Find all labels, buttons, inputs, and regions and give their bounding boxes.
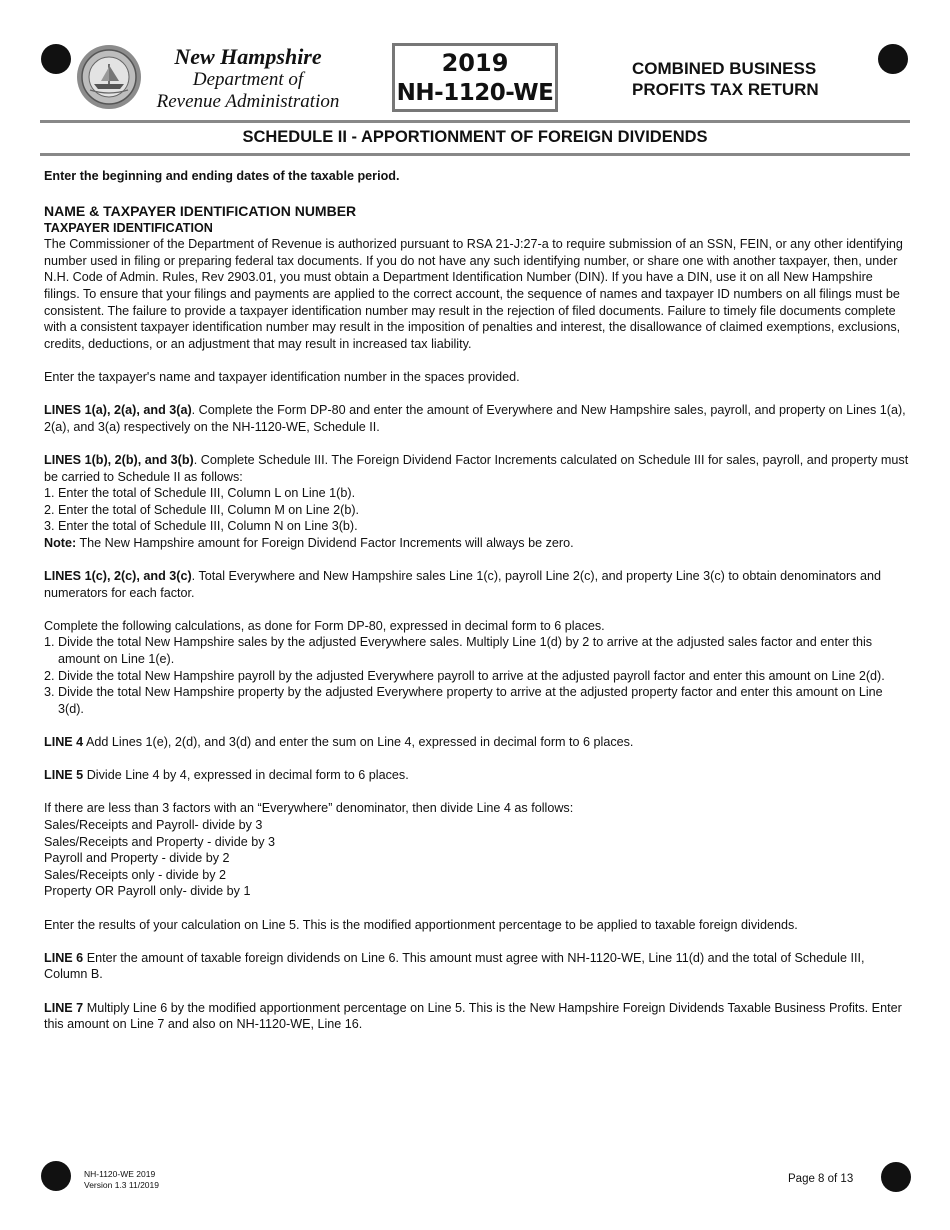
calc-item: 3. Divide the total New Hampshire property by the adjusted Everywhere property to arrive at the adjusted property factor and enter this amount on Line 3(d). — [44, 685, 883, 716]
factor-item: Payroll and Property - divide by 2 — [44, 851, 230, 866]
line7-label: LINE 7 — [44, 1000, 84, 1015]
schedule-title: SCHEDULE II - APPORTIONMENT OF FOREIGN DIVIDENDS — [242, 128, 708, 146]
lines-b-item: 3. Enter the total of Schedule III, Column N on Line 3(b). — [44, 519, 358, 534]
registration-mark-top-left — [41, 44, 71, 74]
intro-text: Enter the beginning and ending dates of the taxable period. — [44, 169, 400, 183]
return-title-line-1: COMBINED BUSINESS — [632, 59, 817, 78]
footer-form-id: NH-1120-WE 2019 — [84, 1169, 156, 1179]
line7-text: Multiply Line 6 by the modified apportionment percentage on Line 5. This is the New Hampshire Foreign Dividends Taxable Business Profits. Enter this amount on Line 7 and also on NH-1120-WE, Line 16. — [44, 1000, 902, 1032]
lines-a-label: LINES 1(a), 2(a), and 3(a) — [44, 403, 192, 418]
lines-a-text: . Complete the Form DP-80 and enter the amount of Everywhere and New Hampshire sales, payroll, and property on Lines 1(a), 2(a), and 3(a) respectively on the NH-1120-WE, Schedule II. — [44, 403, 906, 434]
form-id-box — [392, 43, 558, 112]
agency-name — [138, 44, 358, 113]
form-year: 2019 — [441, 49, 509, 77]
lines-b-item: 1. Enter the total of Schedule III, Column L on Line 1(b). — [44, 486, 356, 501]
page-number: Page 8 of 13 — [788, 1173, 854, 1185]
registration-mark-bottom-right — [881, 1162, 911, 1192]
lines-b-label: LINES 1(b), 2(b), and 3(b) — [44, 452, 194, 467]
agency-line-2: Department of — [192, 69, 304, 90]
line5-label: LINE 5 — [44, 768, 84, 783]
registration-mark-top-right — [878, 44, 908, 74]
agency-line-3: Revenue Administration — [156, 91, 340, 112]
line4-paragraph — [44, 734, 910, 751]
factor-item: Sales/Receipts and Property - divide by 3 — [44, 834, 276, 849]
line6-paragraph — [44, 950, 910, 983]
state-seal-icon — [76, 44, 142, 110]
factor-item: Sales/Receipts only - divide by 2 — [44, 867, 227, 882]
footer-form-info — [84, 1169, 159, 1191]
enter-name-text: Enter the taxpayer's name and taxpayer identification number in the spaces provided. — [44, 369, 520, 384]
results-text: Enter the results of your calculation on Line 5. This is the modified apportionment percentage to be applied to taxable foreign dividends. — [44, 917, 798, 932]
line5-text: Divide Line 4 by 4, expressed in decimal form to 6 places. — [83, 768, 409, 783]
return-title-line-2: PROFITS TAX RETURN — [632, 80, 819, 99]
footer-version: Version 1.3 11/2019 — [84, 1180, 159, 1190]
tin-paragraph: The Commissioner of the Department of Revenue is authorized pursuant to RSA 21-J:27-a to require submission of an SSN, FEIN, or any other identifying number used in filing or preparing federal tax documents. If you do not have any such identifying number, or share one with another taxpayer, then, under N.H. Code of Admin. Rules, Rev 2903.01, you must obtain a Department Identification Number (DIN). If you have a DIN, use it on all New Hampshire filings. To ensure that your filings and payments are applied to the correct account, the sequence of names and taxpayer ID numbers on all filings must be consistent. The failure to provide a taxpayer identification number may result in the rejection of filed documents. Failure to timely file documents complete with a consistent taxpayer identification number may result in the imposition of penalties and interest, the disallowance of claimed exemptions, exclusions, credits, deductions, or an adjustment that may result in increased tax liability. — [44, 237, 903, 351]
note-paragraph — [44, 535, 910, 552]
sub-heading: TAXPAYER IDENTIFICATION — [44, 220, 213, 235]
lines-a-paragraph — [44, 402, 910, 435]
registration-mark-bottom-left — [41, 1161, 71, 1191]
divider-bottom — [40, 153, 910, 156]
lines-c-label: LINES 1(c), 2(c), and 3(c) — [44, 569, 192, 584]
lines-c-paragraph — [44, 568, 910, 601]
factor-item: Sales/Receipts and Payroll- divide by 3 — [44, 817, 263, 832]
line6-text: Enter the amount of taxable foreign dividends on Line 6. This amount must agree with NH-1120-WE, Line 11(d) and the total of Schedule III, Column B. — [44, 950, 865, 982]
lines-c-text: . Total Everywhere and New Hampshire sales Line 1(c), payroll Line 2(c), and property Line 3(c) to obtain denominators and numerators for each factor. — [44, 569, 881, 600]
lines-b-paragraph — [44, 452, 910, 485]
line4-label: LINE 4 — [44, 735, 84, 749]
return-title — [632, 58, 819, 100]
note-text: The New Hampshire amount for Foreign Dividend Factor Increments will always be zero. — [76, 535, 574, 550]
lines-b-item: 2. Enter the total of Schedule III, Column M on Line 2(b). — [44, 502, 360, 517]
instructions-body — [44, 168, 910, 1033]
calc-item: 2. Divide the total New Hampshire payroll by the adjusted Everywhere payroll to arrive at the adjusted payroll factor and enter this amount on Line 2(d). — [44, 668, 885, 683]
note-label: Note: — [44, 535, 77, 550]
factor-item: Property OR Payroll only- divide by 1 — [44, 884, 251, 899]
factors-intro: If there are less than 3 factors with an “Everywhere” denominator, then divide Line 4 as follows: — [44, 801, 574, 816]
line5-paragraph — [44, 767, 910, 784]
line7-paragraph — [44, 1000, 910, 1033]
form-number: NH-1120-WE — [396, 80, 554, 106]
calc-intro: Complete the following calculations, as done for Form DP-80, expressed in decimal form to 6 places. — [44, 618, 605, 633]
lines-b-text: . Complete Schedule III. The Foreign Dividend Factor Increments calculated on Schedule III for sales, payroll, and property must be carried to Schedule II as follows: — [44, 452, 909, 484]
divider-top — [40, 120, 910, 123]
line6-label: LINE 6 — [44, 950, 84, 965]
section-heading: NAME & TAXPAYER IDENTIFICATION NUMBER — [44, 202, 357, 219]
calc-item: 1. Divide the total New Hampshire sales by the adjusted Everywhere sales. Multiply Line 1(d) by 2 to arrive at the adjusted sales factor and enter this amount on Line 1(e). — [44, 635, 873, 667]
line4-text: Add Lines 1(e), 2(d), and 3(d) and enter the sum on Line 4, expressed in decimal form to 6 places. — [83, 735, 634, 749]
agency-line-1: New Hampshire — [174, 44, 322, 69]
